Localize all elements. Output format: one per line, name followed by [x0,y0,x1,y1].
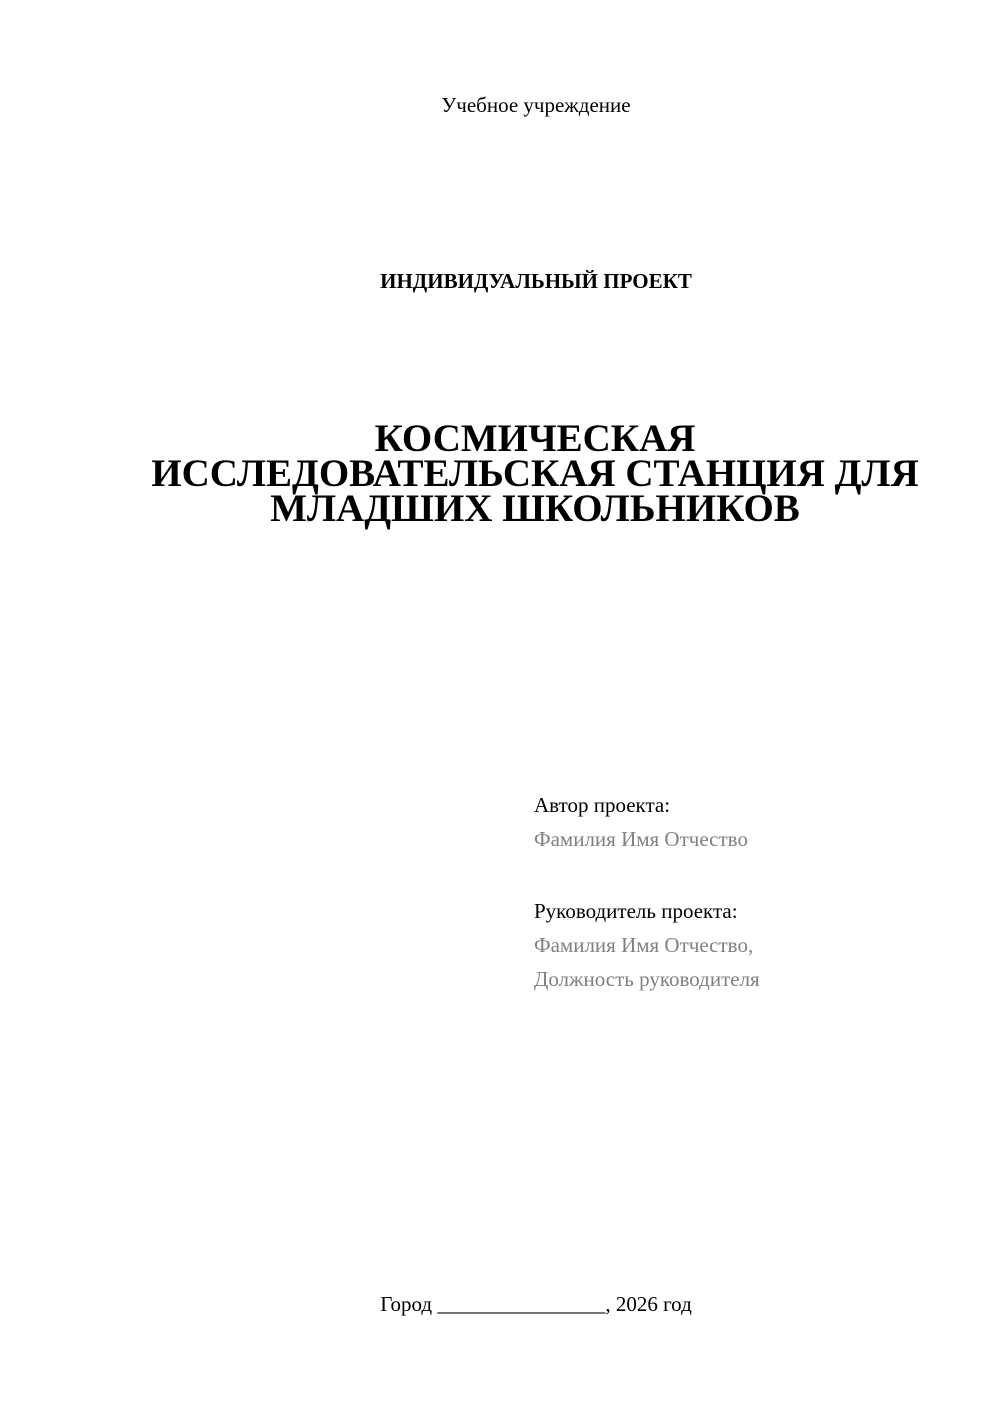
credits-spacer [534,856,974,894]
project-type-heading: ИНДИВИДУАЛЬНЫЙ ПРОЕКТ [380,269,692,293]
supervisor-position: Должность руководителя [534,967,760,991]
city-year-line: Город ________________, 2026 год [380,1292,692,1316]
project-title [100,417,970,530]
project-title-line-1: КОСМИЧЕСКАЯ [374,417,696,460]
project-title-line-3: МЛАДШИХ ШКОЛЬНИКОВ [270,487,800,530]
supervisor-label: Руководитель проекта: [534,899,738,923]
project-title-line-2: ИССЛЕДОВАТЕЛЬСКАЯ СТАНЦИЯ ДЛЯ [151,452,919,495]
project-credits [534,788,974,996]
institution-name: Учебное учреждение [441,93,631,117]
supervisor-name: Фамилия Имя Отчество, [534,933,754,957]
author-name: Фамилия Имя Отчество [534,827,748,851]
author-label: Автор проекта: [534,793,671,817]
